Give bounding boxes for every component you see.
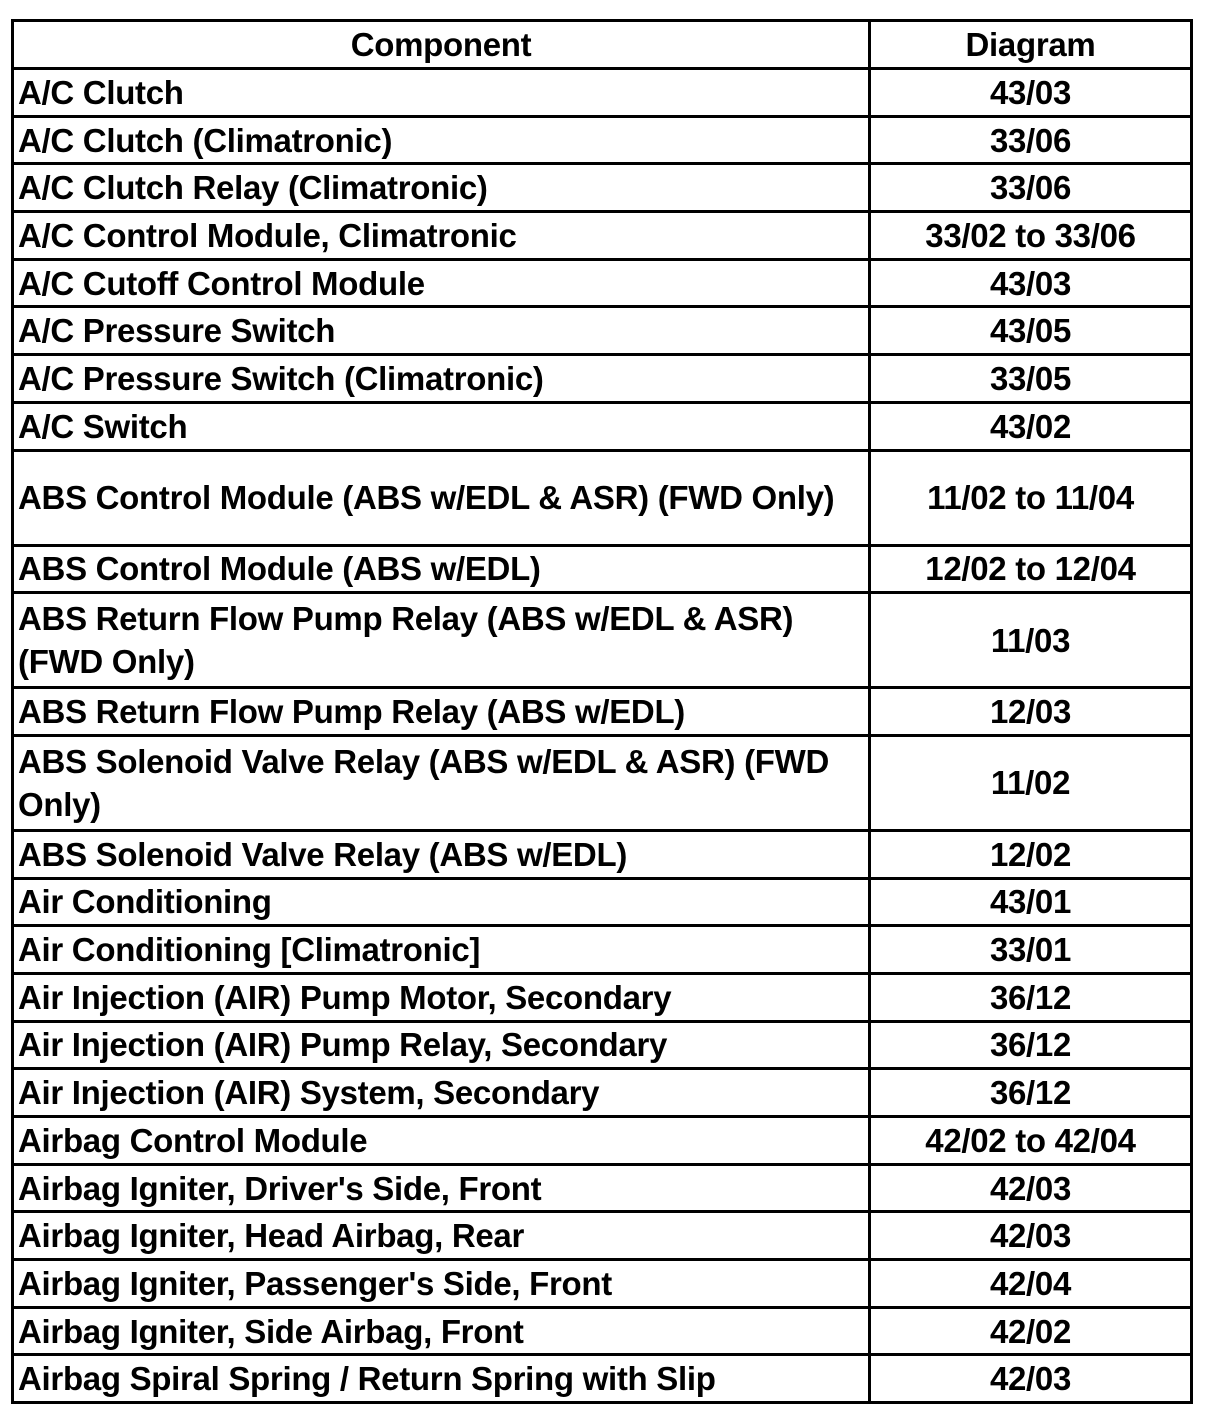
table-row xyxy=(13,1069,1192,1117)
table-row xyxy=(13,355,1192,403)
component-cell: Airbag Igniter, Head Airbag, Rear xyxy=(13,1212,870,1260)
component-cell: A/C Switch xyxy=(13,402,870,450)
table-row xyxy=(13,545,1192,593)
component-cell: Airbag Igniter, Passenger's Side, Front xyxy=(13,1260,870,1308)
table-row xyxy=(13,973,1192,1021)
component-cell: A/C Clutch xyxy=(13,69,870,117)
diagram-cell: 43/01 xyxy=(870,878,1192,926)
table-header-row xyxy=(13,21,1192,69)
component-cell: A/C Cutoff Control Module xyxy=(13,259,870,307)
diagram-cell: 33/01 xyxy=(870,926,1192,974)
table-row xyxy=(13,1164,1192,1212)
table-row xyxy=(13,1355,1192,1403)
diagram-cell: 42/04 xyxy=(870,1260,1192,1308)
diagram-cell: 42/02 xyxy=(870,1307,1192,1355)
diagram-cell: 33/02 to 33/06 xyxy=(870,212,1192,260)
component-cell: ABS Control Module (ABS w/EDL & ASR) (FWD Only) xyxy=(13,450,870,545)
diagram-cell: 33/06 xyxy=(870,164,1192,212)
column-header-component: Component xyxy=(13,21,870,69)
component-cell: Air Injection (AIR) System, Secondary xyxy=(13,1069,870,1117)
table-row xyxy=(13,735,1192,830)
component-cell: A/C Clutch (Climatronic) xyxy=(13,116,870,164)
table-row xyxy=(13,1260,1192,1308)
diagram-cell: 12/02 to 12/04 xyxy=(870,545,1192,593)
component-cell: A/C Pressure Switch (Climatronic) xyxy=(13,355,870,403)
table-row xyxy=(13,116,1192,164)
component-cell: Air Injection (AIR) Pump Motor, Secondary xyxy=(13,973,870,1021)
component-cell: ABS Solenoid Valve Relay (ABS w/EDL & ASR) (FWD Only) xyxy=(13,735,870,830)
table-row xyxy=(13,1307,1192,1355)
component-diagram-table xyxy=(11,19,1193,1404)
diagram-cell: 11/02 to 11/04 xyxy=(870,450,1192,545)
diagram-cell: 36/12 xyxy=(870,1069,1192,1117)
diagram-cell: 12/02 xyxy=(870,830,1192,878)
table-row xyxy=(13,307,1192,355)
component-cell: Air Conditioning xyxy=(13,878,870,926)
diagram-cell: 36/12 xyxy=(870,973,1192,1021)
table-row xyxy=(13,259,1192,307)
table-row xyxy=(13,1212,1192,1260)
diagram-cell: 42/03 xyxy=(870,1212,1192,1260)
table-row xyxy=(13,1021,1192,1069)
diagram-cell: 43/03 xyxy=(870,69,1192,117)
diagram-cell: 11/03 xyxy=(870,593,1192,688)
diagram-cell: 12/03 xyxy=(870,688,1192,736)
diagram-cell: 11/02 xyxy=(870,735,1192,830)
diagram-cell: 42/02 to 42/04 xyxy=(870,1117,1192,1165)
component-cell: ABS Control Module (ABS w/EDL) xyxy=(13,545,870,593)
component-cell: Airbag Igniter, Driver's Side, Front xyxy=(13,1164,870,1212)
table-row xyxy=(13,69,1192,117)
diagram-cell: 43/05 xyxy=(870,307,1192,355)
component-cell: Airbag Control Module xyxy=(13,1117,870,1165)
component-diagram-table-container xyxy=(11,19,1190,1404)
table-row xyxy=(13,212,1192,260)
table-row xyxy=(13,450,1192,545)
diagram-cell: 36/12 xyxy=(870,1021,1192,1069)
component-cell: A/C Clutch Relay (Climatronic) xyxy=(13,164,870,212)
diagram-cell: 42/03 xyxy=(870,1355,1192,1403)
component-cell: ABS Return Flow Pump Relay (ABS w/EDL & ASR) (FWD Only) xyxy=(13,593,870,688)
table-row xyxy=(13,1117,1192,1165)
table-row xyxy=(13,878,1192,926)
table-row xyxy=(13,830,1192,878)
component-cell: Air Conditioning [Climatronic] xyxy=(13,926,870,974)
component-cell: Airbag Spiral Spring / Return Spring with Slip xyxy=(13,1355,870,1403)
component-cell: ABS Solenoid Valve Relay (ABS w/EDL) xyxy=(13,830,870,878)
component-cell: A/C Pressure Switch xyxy=(13,307,870,355)
table-row xyxy=(13,164,1192,212)
table-row xyxy=(13,593,1192,688)
diagram-cell: 43/02 xyxy=(870,402,1192,450)
component-cell: Airbag Igniter, Side Airbag, Front xyxy=(13,1307,870,1355)
table-row xyxy=(13,926,1192,974)
component-cell: ABS Return Flow Pump Relay (ABS w/EDL) xyxy=(13,688,870,736)
component-cell: A/C Control Module, Climatronic xyxy=(13,212,870,260)
diagram-cell: 33/05 xyxy=(870,355,1192,403)
diagram-cell: 42/03 xyxy=(870,1164,1192,1212)
table-row xyxy=(13,402,1192,450)
table-row xyxy=(13,688,1192,736)
diagram-cell: 33/06 xyxy=(870,116,1192,164)
component-cell: Air Injection (AIR) Pump Relay, Secondary xyxy=(13,1021,870,1069)
column-header-diagram: Diagram xyxy=(870,21,1192,69)
diagram-cell: 43/03 xyxy=(870,259,1192,307)
